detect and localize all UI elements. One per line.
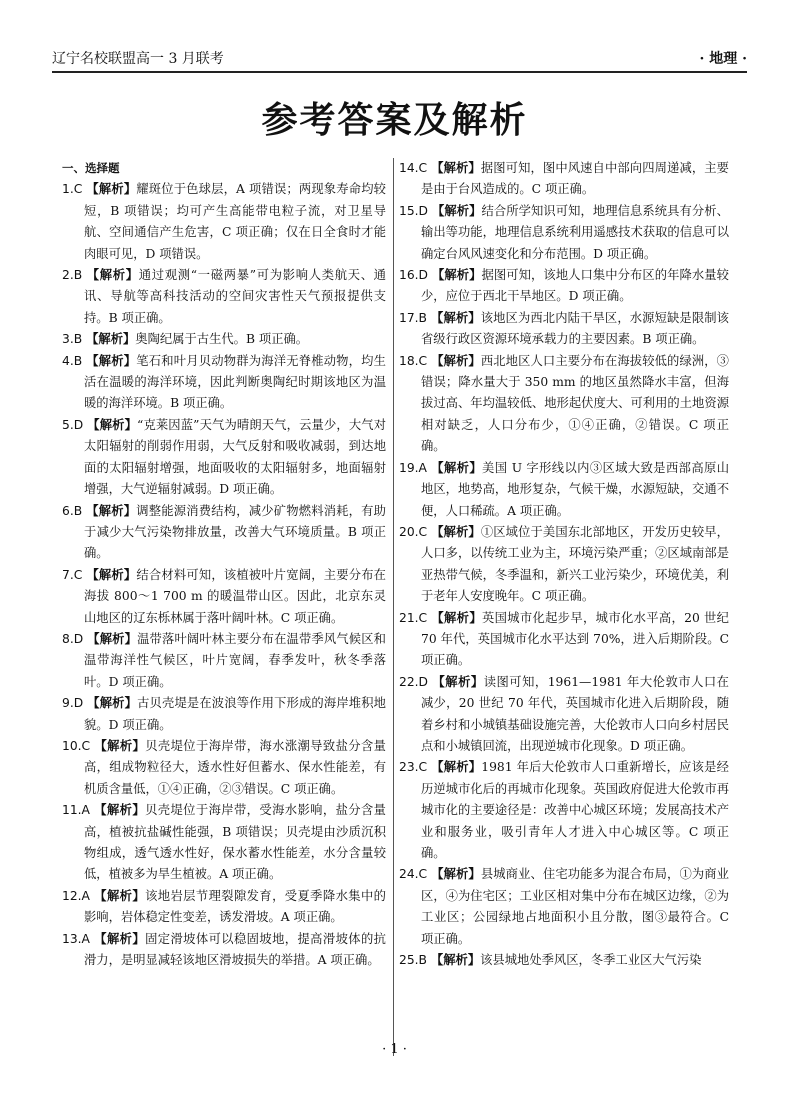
answer-number: 15.D <box>399 203 429 218</box>
answer-number: 12.A <box>62 888 90 903</box>
answer-number: 23.C <box>399 760 428 775</box>
analysis-text: 贝壳堤位于海岸带，海水涨潮导致盐分含量高，组成物粒径大，透水性好但蓄水、保水性能差，有机质含量低，①④正确，②③错误。C 项正确。 <box>84 738 386 796</box>
analysis-text: 结合所学知识可知，地理信息系统具有分析、输出等功能，地理信息系统利用遥感技术获取的信息可以确定台风风速变化和分布范围。D 项正确。 <box>421 203 729 261</box>
analysis-tag: 【解析】 <box>430 953 481 968</box>
answer-item <box>62 565 386 629</box>
analysis-tag: 【解析】 <box>431 610 482 625</box>
answer-item <box>62 629 386 693</box>
analysis-text: 贝壳堤位于海岸带，受海水影响，盐分含量高，植被抗盐碱性能强，B 项错误；贝壳堤由沙质沉积物组成，透气透水性好，保水蓄水性能差，水分含量较低，植被多为旱生植被。A 项正确。 <box>84 803 386 882</box>
answer-item <box>62 886 386 929</box>
section-heading: 一、选择题 <box>62 161 120 175</box>
answer-number: 9.D <box>62 696 84 711</box>
analysis-text: 西北地区人口主要分布在海拔较低的绿洲，③错误；降水量大于 350 mm 的地区虽然降水丰富，但海拔过高、年均温较低、地形起伏度大、可利用的土地资源相对缺乏，人口分布少，①④正确，②错误。C 项正确。 <box>421 353 729 454</box>
analysis-tag: 【解析】 <box>86 503 137 518</box>
answer-item <box>62 415 386 501</box>
analysis-text: 调整能源消费结构，减少矿物燃料消耗，有助于减少大气污染物排放量，改善大气环境质量。B 项正确。 <box>84 503 386 561</box>
analysis-text: 笔石和叶月贝动物群为海洋无脊椎动物，均生活在温暖的海洋环境，因此判断奥陶纪时期该地区为温暖的海洋环境。B 项正确。 <box>84 353 386 411</box>
analysis-text: 英国城市化起步早，城市化水平高，20 世纪 70 年代，英国城市化水平达到 70%，进入后期阶段。C 项正确。 <box>421 610 729 668</box>
analysis-text: 读图可知，1961—1981 年大伦敦市人口在减少，20 世纪 70 年代，英国城市化进入后期阶段，随着乡村和小城镇基础设施完善，大伦敦市人口向乡村居民点和小城镇回流，出现逆城市化现象。D 项正确。 <box>421 674 729 753</box>
answer-number: 21.C <box>399 610 428 625</box>
analysis-tag: 【解析】 <box>86 353 137 368</box>
subject-label: · 地理 · <box>699 51 747 67</box>
analysis-text: “克莱因蓝”天气为晴朗天气，云量少，大气对太阳辐射的削弱作用弱，大气反射和吸收减弱，到达地面的太阳辐射增强，地面吸收的太阳辐射多，地面辐射增强，大气逆辐射减弱。D 项正确。 <box>84 417 386 497</box>
answer-item <box>62 329 386 350</box>
analysis-text: 美国 U 字形线以内③区域大致是西部高原山地区，地势高，地形复杂，气候干燥，水源短缺，交通不便，人口稀疏。A 项正确。 <box>421 460 729 518</box>
analysis-text: 据图可知，图中风速自中部向四周递减，主要是由于台风造成的。C 项正确。 <box>421 161 729 197</box>
analysis-tag: 【解析】 <box>431 867 481 882</box>
answer-item <box>399 608 729 672</box>
analysis-text: 该地岩层节理裂隙发育，受夏季降水集中的影响，岩体稳定性变差，诱发滑坡。A 项正确。 <box>84 888 386 925</box>
answer-item <box>399 308 729 351</box>
answer-number: 14.C <box>399 161 428 175</box>
analysis-tag: 【解析】 <box>432 203 482 218</box>
answer-item <box>62 265 386 329</box>
answer-item <box>399 672 729 758</box>
analysis-tag: 【解析】 <box>86 268 139 283</box>
analysis-text: 古贝壳堤是在波浪等作用下形成的海岸堆积地貌。D 项正确。 <box>84 696 386 732</box>
answer-item <box>399 351 729 458</box>
answer-item <box>62 179 386 265</box>
analysis-tag: 【解析】 <box>431 310 481 325</box>
left-answer-list <box>62 179 386 971</box>
analysis-text: 通过观测“一磁两暴”可为影响人类航天、通讯、导航等高科技活动的空间灾害性天气预报提供支持。B 项正确。 <box>84 268 386 325</box>
analysis-tag: 【解析】 <box>87 631 138 646</box>
analysis-text: 该地区为西北内陆干旱区，水源短缺是限制该省级行政区资源环境承载力的主要因素。B 项正确。 <box>421 310 729 347</box>
right-answer-list <box>399 158 729 971</box>
answer-item <box>62 929 386 972</box>
analysis-tag: 【解析】 <box>94 888 146 903</box>
analysis-tag: 【解析】 <box>86 182 137 197</box>
answer-number: 17.B <box>399 310 427 325</box>
answer-number: 8.D <box>62 631 84 646</box>
answer-item <box>62 800 386 886</box>
answer-number: 4.B <box>62 353 83 368</box>
answer-number: 18.C <box>399 353 428 368</box>
analysis-tag: 【解析】 <box>431 524 481 539</box>
answer-item <box>399 265 729 308</box>
analysis-text: 奥陶纪属于古生代。B 项正确。 <box>135 332 309 347</box>
analysis-tag: 【解析】 <box>431 161 481 175</box>
answer-number: 19.A <box>399 460 427 475</box>
analysis-text: 固定滑坡体可以稳固坡地，提高滑坡体的抗滑力，是明显减轻该地区滑坡损失的举措。A 项正确。 <box>84 931 386 968</box>
analysis-text: 结合材料可知，该植被叶片宽阔，主要分布在海拔 800～1 700 m 的暖温带山区。因此，北京东灵山地区的辽东栎林属于落叶阔叶林。C 项正确。 <box>84 567 386 625</box>
analysis-tag: 【解析】 <box>431 353 481 368</box>
analysis-tag: 【解析】 <box>87 417 138 432</box>
analysis-tag: 【解析】 <box>432 674 484 689</box>
analysis-text: 该县城地处季风区，冬季工业区大气污染 <box>480 953 702 968</box>
answer-item <box>399 522 729 608</box>
answer-number: 6.B <box>62 503 83 518</box>
answer-number: 5.D <box>62 417 84 432</box>
answer-item <box>399 757 729 864</box>
column-divider <box>393 158 394 1056</box>
answer-number: 3.B <box>62 332 83 347</box>
answer-item <box>399 950 729 971</box>
left-column <box>62 158 386 971</box>
analysis-tag: 【解析】 <box>86 332 136 347</box>
analysis-tag: 【解析】 <box>94 803 146 818</box>
answer-number: 7.C <box>62 567 83 582</box>
analysis-text: 温带落叶阔叶林主要分布在温带季风气候区和温带海洋性气候区，叶片宽阔，春季发叶，秋冬季落叶。D 项正确。 <box>84 631 386 689</box>
answer-number: 11.A <box>62 803 90 818</box>
answer-number: 25.B <box>399 953 427 968</box>
answer-item <box>399 458 729 522</box>
answer-number: 24.C <box>399 867 428 882</box>
right-column <box>399 158 729 971</box>
answer-number: 1.C <box>62 182 83 197</box>
answer-item <box>399 864 729 950</box>
analysis-tag: 【解析】 <box>431 760 482 775</box>
answer-item <box>62 351 386 415</box>
analysis-tag: 【解析】 <box>431 460 483 475</box>
answer-item <box>62 736 386 800</box>
answer-number: 13.A <box>62 931 90 946</box>
answer-number: 2.B <box>62 268 83 283</box>
analysis-tag: 【解析】 <box>87 696 138 711</box>
answer-item <box>399 201 729 265</box>
exam-title: 辽宁名校联盟高一 3 月联考 <box>52 51 224 67</box>
answer-item <box>62 501 386 565</box>
analysis-text: 1981 年后大伦敦市人口重新增长，应该是经历逆城市化后的再城市化现象。英国政府促进大伦敦市再城市化的主要途径是：改善中心城区环境；发展高技术产业和服务业，吸引青年人才进入中心城区等。C 项正确。 <box>421 760 729 860</box>
answer-number: 16.D <box>399 268 429 283</box>
answer-item <box>62 693 386 736</box>
analysis-tag: 【解析】 <box>94 931 146 946</box>
answer-number: 22.D <box>399 674 429 689</box>
analysis-tag: 【解析】 <box>86 567 137 582</box>
analysis-text: 耀斑位于色球层，A 项错误；两现象寿命均较短，B 项错误；均可产生高能带电粒子流，对卫星导航、空间通信产生危害，C 项正确；仅在日全食时才能肉眼可见，D 项错误。 <box>84 182 386 261</box>
analysis-tag: 【解析】 <box>432 268 482 283</box>
answer-number: 10.C <box>62 738 91 753</box>
analysis-text: 据图可知，该地人口集中分布区的年降水量较少，应位于西北干旱地区。D 项正确。 <box>421 268 729 304</box>
analysis-text: 县城商业、住宅功能多为混合布局，①为商业区，④为住宅区；工业区相对集中分布在城区边缘，②为工业区；公园绿地占地面积小且分散，图③最符合。C 项正确。 <box>421 867 729 946</box>
page-number: · 1 · <box>382 1042 407 1057</box>
analysis-text: ①区域位于美国东北部地区，开发历史较早，人口多，以传统工业为主，环境污染严重；②区域南部是亚热带气候，冬季温和，新兴工业污染少，环境优美，利于老年人安度晚年。C 项正确。 <box>421 524 729 604</box>
page-header <box>52 42 747 73</box>
page-title: 参考答案及解析 <box>261 100 528 141</box>
analysis-tag: 【解析】 <box>94 738 146 753</box>
answer-item <box>399 158 729 201</box>
answer-number: 20.C <box>399 524 428 539</box>
